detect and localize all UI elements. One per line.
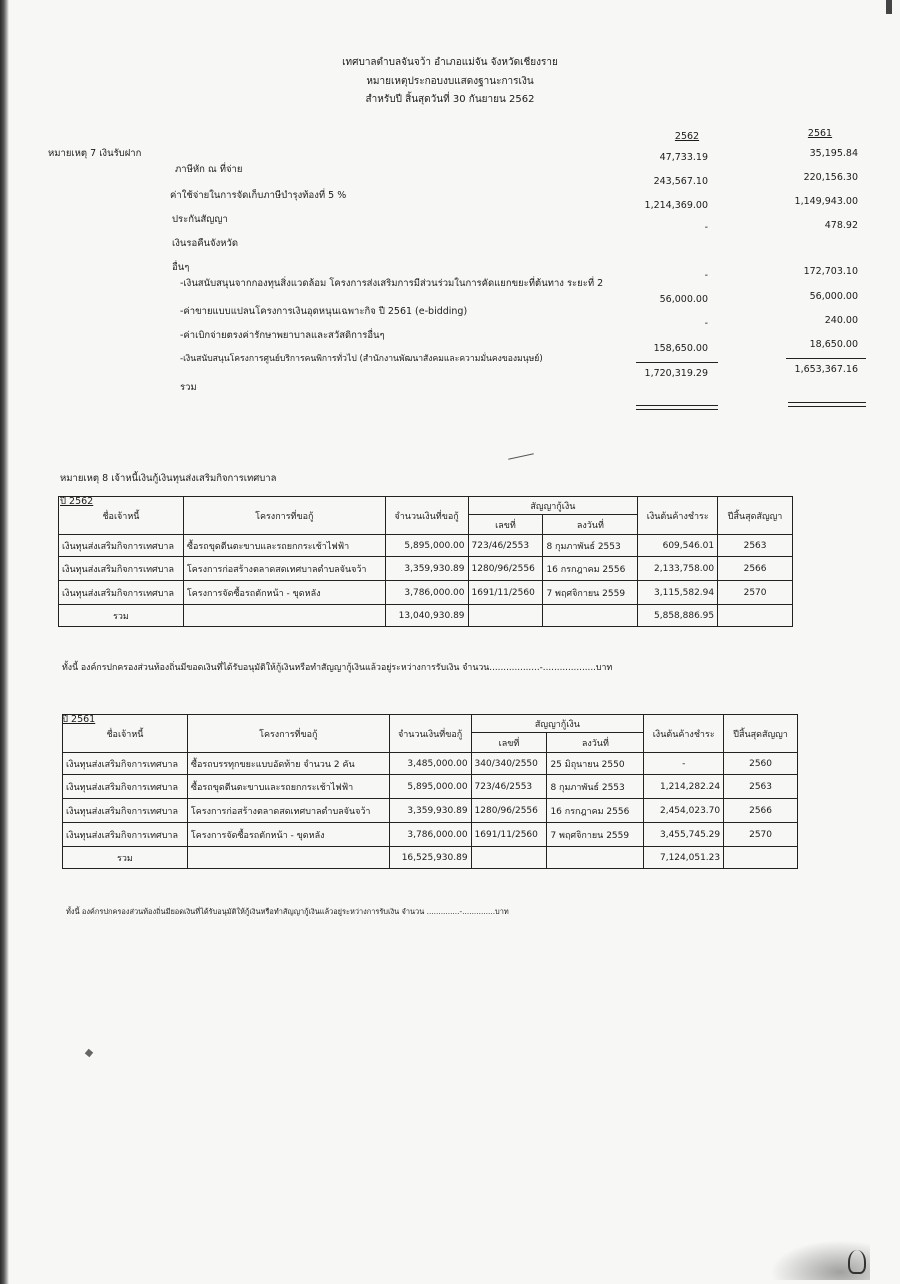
note7-row-2562: 56,000.00 xyxy=(659,294,708,305)
scan-speck xyxy=(85,1049,93,1057)
note7-row-label: -ค่าขายแบบแปลนโครงการเงินอุดหนุนเฉพาะกิจ ปี 2561 (e-bidding) xyxy=(180,306,468,317)
note7-row-label: ประกันสัญญา xyxy=(172,214,228,225)
note7-row-2562: 243,567.10 xyxy=(653,176,708,187)
note7-title: หมายเหตุ 7 เงินรับฝาก xyxy=(48,148,142,159)
header-creditor: ชื่อเจ้าหนี้ xyxy=(63,715,188,753)
cell-balance: 2,454,023.70 xyxy=(644,799,724,823)
note7-row-2562: 47,733.19 xyxy=(659,152,708,163)
header-line-1: เทศบาลตำบลจันจว้า อำเภอแม่จัน จังหวัดเชียงราย xyxy=(342,57,558,68)
cell-creditor: เงินทุนส่งเสริมกิจการเทศบาล xyxy=(59,581,184,605)
header-line-3: สำหรับปี สิ้นสุดวันที่ 30 กันยายน 2562 xyxy=(365,94,535,105)
header-amount: จำนวนเงินที่ขอกู้ xyxy=(389,715,471,753)
scan-edge xyxy=(0,0,9,1284)
note8-remark-2562: ทั้งนี้ องค์กรปกครองส่วนท้องถิ่นมีขอดเงินที่ได้รับอนุมัติให้กู้เงินหรือทำสัญญากู้เงินแล้วอยู่ระหว่างการรับเงิน จำนวน..................-...................บาท xyxy=(62,663,613,673)
header-project: โครงการที่ขอกู้ xyxy=(183,497,385,535)
table-row xyxy=(63,775,798,799)
note7-row-label: -เงินสนับสนุนจากกองทุนสิ่งแวดล้อม โครงการส่งเสริมการมีส่วนร่วมในการคัดแยกขยะที่ต้นทาง ระยะที่ 2 xyxy=(180,278,604,289)
loan-table-2562 xyxy=(58,496,793,627)
note7-total-label: รวม xyxy=(180,382,197,393)
note7-total-2561: 1,653,367.16 xyxy=(794,364,858,375)
cell-number: 1691/11/2560 xyxy=(471,823,547,847)
cell-balance: 2,133,758.00 xyxy=(638,557,718,581)
note7-row-2561: 35,195.84 xyxy=(809,148,858,159)
header-amount: จำนวนเงินที่ขอกู้ xyxy=(385,497,468,535)
cell-creditor: เงินทุนส่งเสริมกิจการเทศบาล xyxy=(63,753,188,775)
note7-row-2561: 172,703.10 xyxy=(803,266,858,277)
header-contract: สัญญากู้เงิน xyxy=(471,715,644,733)
cell-total-amount: 13,040,930.89 xyxy=(385,605,468,627)
header-balance: เงินต้นค้างชำระ xyxy=(644,715,724,753)
cell-total-balance: 7,124,051.23 xyxy=(644,847,724,869)
header-project: โครงการที่ขอกู้ xyxy=(187,715,389,753)
cell-end-year: 2563 xyxy=(724,775,798,799)
note8-title: หมายเหตุ 8 เจ้าหนี้เงินกู้เงินทุนส่งเสริมกิจการเทศบาล xyxy=(60,473,277,484)
cell-end-year: 2563 xyxy=(718,535,793,557)
cell-number: 1280/96/2556 xyxy=(471,799,547,823)
cell-end-year: 2570 xyxy=(724,823,798,847)
cell-project: ซื้อรถบรรทุกขยะแบบอัดท้าย จำนวน 2 คัน xyxy=(187,753,389,775)
cell-date: 16 กรกฎาคม 2556 xyxy=(547,799,644,823)
cell-number: 1691/11/2560 xyxy=(468,581,543,605)
note7-row-2562: 1,214,369.00 xyxy=(644,200,708,211)
note7-row-2562: - xyxy=(704,222,708,233)
note7-row-2561: 1,149,943.00 xyxy=(794,196,858,207)
header-end-year: ปีสิ้นสุดสัญญา xyxy=(724,715,798,753)
cell-end-year: 2566 xyxy=(718,557,793,581)
note7-row-2561: 56,000.00 xyxy=(809,291,858,302)
table-row xyxy=(59,535,793,557)
note7-double-underline-2561 xyxy=(788,402,866,407)
note7-row-2561: 18,650.00 xyxy=(809,339,858,350)
cell-amount: 3,359,930.89 xyxy=(389,799,471,823)
table-row xyxy=(63,823,798,847)
note7-row-2562: - xyxy=(704,270,708,281)
cell-date: 7 พฤศจิกายน 2559 xyxy=(547,823,644,847)
note7-row-label: อื่นๆ xyxy=(172,262,190,273)
stray-mark xyxy=(508,453,534,459)
note7-row-2562: - xyxy=(704,318,708,329)
cell-amount: 3,786,000.00 xyxy=(389,823,471,847)
note7-row-label: ค่าใช้จ่ายในการจัดเก็บภาษีบำรุงท้องที่ 5 % xyxy=(170,190,347,201)
cell-balance: 1,214,282.24 xyxy=(644,775,724,799)
cell-project: โครงการก่อสร้างตลาดสดเทศบาลตำบลจันจว้า xyxy=(183,557,385,581)
header-contract: สัญญากู้เงิน xyxy=(468,497,638,515)
note7-subtotal-line-2561 xyxy=(786,358,866,359)
cell-amount: 5,895,000.00 xyxy=(389,775,471,799)
cell-creditor: เงินทุนส่งเสริมกิจการเทศบาล xyxy=(59,557,184,581)
cell-project: ซื้อรถขุดตีนตะขาบและรถยกกระเช้าไฟฟ้า xyxy=(183,535,385,557)
cell-date: 16 กรกฎาคม 2556 xyxy=(543,557,638,581)
cell-number: 340/340/2550 xyxy=(471,753,547,775)
cell-project: โครงการจัดซื้อรถตักหน้า - ขุดหลัง xyxy=(183,581,385,605)
note8-remark-2561: ทั้งนี้ องค์กรปกครองส่วนท้องถิ่นมียอดเงินที่ได้รับอนุมัติให้กู้เงินหรือทำสัญญากู้เงินแล้วอยู่ระหว่างการรับเงิน จำนวน ..............-..............บาท xyxy=(66,907,509,916)
header-end-year: ปีสิ้นสุดสัญญา xyxy=(718,497,793,535)
cell-project: โครงการจัดซื้อรถตักหน้า - ขุดหลัง xyxy=(187,823,389,847)
cell-balance: - xyxy=(644,753,724,775)
cell-balance: 3,455,745.29 xyxy=(644,823,724,847)
cell-creditor: เงินทุนส่งเสริมกิจการเทศบาล xyxy=(59,535,184,557)
table-total-row xyxy=(59,605,793,627)
cell-project: ซื้อรถขุดตีนตะขาบและรถยกกระเช้าไฟฟ้า xyxy=(187,775,389,799)
header-date: ลงวันที่ xyxy=(543,515,638,535)
header-number: เลขที่ xyxy=(471,733,547,753)
header-date: ลงวันที่ xyxy=(547,733,644,753)
cell-creditor: เงินทุนส่งเสริมกิจการเทศบาล xyxy=(63,775,188,799)
note7-row-label: เงินรอคืนจังหวัด xyxy=(172,238,239,249)
note7-row-label: ภาษีหัก ณ ที่จ่าย xyxy=(175,164,243,175)
note8-year-2561-label: ปี 2561 xyxy=(62,714,96,725)
cell-number: 723/46/2553 xyxy=(468,535,543,557)
header-line-2: หมายเหตุประกอบงบแสดงฐานะการเงิน xyxy=(366,76,534,87)
note7-row-2562: 158,650.00 xyxy=(653,343,708,354)
cell-date: 8 กุมภาพันธ์ 2553 xyxy=(547,775,644,799)
cell-amount: 3,359,930.89 xyxy=(385,557,468,581)
cell-number: 1280/96/2556 xyxy=(468,557,543,581)
cell-total-label: รวม xyxy=(63,847,188,869)
note7-row-2561: 220,156.30 xyxy=(803,172,858,183)
scan-corner-mark xyxy=(886,0,892,14)
table-row xyxy=(63,799,798,823)
header-number: เลขที่ xyxy=(468,515,543,535)
note7-subtotal-line-2562 xyxy=(636,362,718,363)
table-row xyxy=(59,557,793,581)
note8-year-2562-label: ปี 2562 xyxy=(60,496,94,507)
cell-total-amount: 16,525,930.89 xyxy=(389,847,471,869)
cell-total-label: รวม xyxy=(59,605,184,627)
cell-number: 723/46/2553 xyxy=(471,775,547,799)
table-row xyxy=(59,581,793,605)
signature-mark xyxy=(848,1250,866,1274)
note7-col-2561: 2561 xyxy=(807,128,833,139)
cell-total-balance: 5,858,886.95 xyxy=(638,605,718,627)
cell-date: 7 พฤศจิกายน 2559 xyxy=(543,581,638,605)
cell-date: 8 กุมภาพันธ์ 2553 xyxy=(543,535,638,557)
note7-double-underline-2562 xyxy=(636,405,718,410)
cell-end-year: 2560 xyxy=(724,753,798,775)
cell-end-year: 2566 xyxy=(724,799,798,823)
cell-creditor: เงินทุนส่งเสริมกิจการเทศบาล xyxy=(63,799,188,823)
cell-amount: 3,786,000.00 xyxy=(385,581,468,605)
cell-date: 25 มิถุนายน 2550 xyxy=(547,753,644,775)
note7-row-label: -ค่าเบิกจ่ายตรงค่ารักษาพยาบาลและสวัสดิการอื่นๆ xyxy=(180,330,385,341)
cell-balance: 3,115,582.94 xyxy=(638,581,718,605)
note7-row-2561: 240.00 xyxy=(824,315,858,326)
cell-balance: 609,546.01 xyxy=(638,535,718,557)
cell-amount: 5,895,000.00 xyxy=(385,535,468,557)
loan-table-2561 xyxy=(62,714,798,869)
note7-row-2561: 478.92 xyxy=(824,220,858,231)
cell-project: โครงการก่อสร้างตลาดสดเทศบาลตำบลจันจว้า xyxy=(187,799,389,823)
note7-row-label: -เงินสนับสนุนโครงการศูนย์บริการคนพิการทั่วไป (สำนักงานพัฒนาสังคมและความมั่นคงของมนุษย์) xyxy=(180,354,543,364)
header-creditor: ชื่อเจ้าหนี้ xyxy=(59,497,184,535)
table-row xyxy=(63,753,798,775)
header-balance: เงินต้นค้างชำระ xyxy=(638,497,718,535)
cell-amount: 3,485,000.00 xyxy=(389,753,471,775)
note7-total-2562: 1,720,319.29 xyxy=(644,368,708,379)
table-total-row xyxy=(63,847,798,869)
cell-creditor: เงินทุนส่งเสริมกิจการเทศบาล xyxy=(63,823,188,847)
cell-end-year: 2570 xyxy=(718,581,793,605)
note7-col-2562: 2562 xyxy=(674,131,700,142)
